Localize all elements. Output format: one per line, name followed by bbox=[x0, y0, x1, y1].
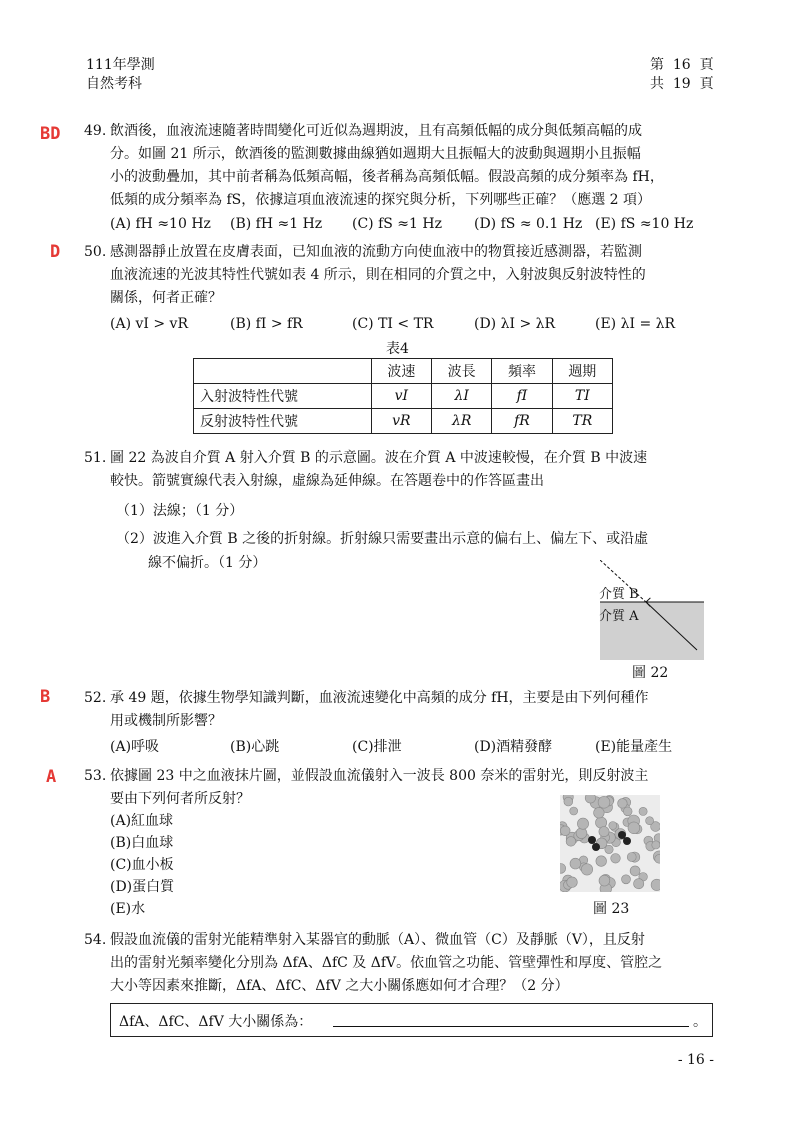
red-blood-cell bbox=[567, 877, 578, 888]
table-cell: vR bbox=[371, 409, 431, 434]
question-number-53: 53. bbox=[84, 768, 107, 784]
option-c[interactable]: (C)血小板 bbox=[110, 857, 174, 873]
medium-a-label: 介質 A bbox=[599, 609, 639, 624]
table-header-row bbox=[194, 359, 613, 384]
table-cell: λI bbox=[432, 384, 492, 409]
answer-blank-line[interactable] bbox=[333, 1026, 689, 1027]
red-blood-cell bbox=[630, 866, 640, 876]
red-blood-cell bbox=[651, 879, 660, 890]
table-4-title: 表4 bbox=[386, 341, 409, 357]
red-blood-cell bbox=[599, 827, 609, 837]
answer-box-prompt: ΔfA、ΔfC、ΔfV 大小關係為： bbox=[119, 1014, 313, 1030]
table-row-header: 入射波特性代號 bbox=[194, 384, 372, 409]
red-blood-cell bbox=[628, 822, 640, 834]
question-52-stem bbox=[110, 687, 714, 733]
q51-line: 較快。箭號實線代表入射線，虛線為延伸線。在答題卷中的作答區畫出 bbox=[110, 473, 544, 489]
answer-mark-q49: BD bbox=[40, 124, 61, 144]
q52-line: 用或機制所影響？ bbox=[110, 713, 222, 729]
q49-line: 小的波動疊加，其中前者稱為低頻高幅，後者稱為高頻低幅。假設高頻的成分頻率為 fH， bbox=[110, 169, 664, 185]
answer-mark-q50: D bbox=[50, 242, 61, 262]
q54-answer-box bbox=[110, 1003, 713, 1037]
q54-line: 大小等因素來推斷，ΔfA、ΔfC、ΔfV 之大小關係應如何才合理？（2 分） bbox=[110, 978, 569, 994]
q49-line: 低頻的成分頻率為 fS，依據這項血液流速的探究與分析，下列哪些正確？（應選 2 項） bbox=[110, 192, 652, 208]
header-total-pages: 共 19 頁 bbox=[650, 76, 714, 92]
red-blood-cell bbox=[618, 799, 628, 809]
white-blood-cell bbox=[588, 836, 596, 844]
option-a[interactable]: (A) fH ≈10 Hz bbox=[110, 216, 211, 232]
option-c[interactable]: (C)排泄 bbox=[352, 739, 402, 755]
table-cell: fI bbox=[492, 384, 552, 409]
table-row bbox=[194, 384, 613, 409]
q50-line: 關係，何者正確？ bbox=[110, 290, 222, 306]
option-b[interactable]: (B) fH ≈1 Hz bbox=[230, 216, 323, 232]
answer-mark-q53: A bbox=[46, 767, 57, 787]
option-e[interactable]: (E)能量產生 bbox=[595, 739, 673, 755]
white-blood-cell bbox=[592, 843, 600, 851]
red-blood-cell bbox=[566, 837, 576, 847]
q52-line: 承 49 題，依據生物學知識判斷，血液流速變化中高頻的成分 fH，主要是由下列何種作 bbox=[110, 690, 649, 706]
option-b[interactable]: (B) fI > fR bbox=[230, 316, 303, 332]
q49-line: 分。如圖 21 所示，飲酒後的監測數據曲線猶如週期大且振幅大的波動與週期小且振幅 bbox=[110, 146, 641, 162]
red-blood-cell bbox=[564, 797, 573, 806]
question-50-options bbox=[110, 313, 710, 335]
red-blood-cell bbox=[598, 796, 610, 808]
table-row bbox=[194, 409, 613, 434]
red-blood-cell bbox=[577, 818, 588, 829]
option-e[interactable]: (E) λI = λR bbox=[595, 316, 676, 332]
medium-b-label: 介質 B bbox=[599, 587, 639, 602]
white-blood-cell bbox=[623, 837, 631, 845]
red-blood-cell bbox=[609, 822, 617, 830]
red-blood-cell bbox=[585, 795, 595, 803]
answer-mark-q52: B bbox=[40, 687, 51, 707]
question-49-stem bbox=[110, 120, 714, 212]
q50-line: 血液流速的光波其特性代號如表 4 所示，則在相同的介質之中，入射波與反射波特性的 bbox=[110, 267, 646, 283]
table-header-cell: 週期 bbox=[552, 359, 612, 384]
red-blood-cell bbox=[634, 879, 644, 889]
red-blood-cell bbox=[599, 875, 610, 886]
answer-box-end: 。 bbox=[693, 1014, 707, 1030]
header-page: 第 16 頁 bbox=[650, 57, 714, 73]
figure-22-caption: 圖 22 bbox=[632, 665, 669, 681]
table-header-cell: 頻率 bbox=[492, 359, 552, 384]
q53-line: 依據圖 23 中之血液抹片圖，並假設血流儀射入一波長 800 奈米的雷射光，則反射波主 bbox=[110, 768, 649, 784]
q50-line: 感測器靜止放置在皮膚表面，已知血液的流動方向使血液中的物質接近感測器，若監測 bbox=[110, 244, 642, 260]
question-number-52: 52. bbox=[84, 690, 107, 706]
question-number-54: 54. bbox=[84, 932, 107, 948]
q51-item-1: （1）法線；（1 分） bbox=[116, 503, 244, 519]
red-blood-cell bbox=[560, 826, 570, 836]
table-cell: TI bbox=[552, 384, 612, 409]
red-blood-cell bbox=[652, 841, 660, 849]
question-number-50: 50. bbox=[84, 244, 107, 260]
option-a[interactable]: (A)紅血球 bbox=[110, 813, 174, 829]
q51-line: 圖 22 為波自介質 A 射入介質 B 的示意圖。波在介質 A 中波速較慢，在介質 B 中波速 bbox=[110, 450, 648, 466]
red-blood-cell bbox=[622, 875, 631, 884]
red-blood-cell bbox=[570, 858, 581, 869]
red-blood-cell bbox=[570, 807, 578, 815]
option-a[interactable]: (A)呼吸 bbox=[110, 739, 160, 755]
table-cell: λR bbox=[432, 409, 492, 434]
q49-line: 飲酒後，血液流速隨著時間變化可近似為週期波，且有高頻低幅的成分與低頻高幅的成 bbox=[110, 123, 642, 139]
red-blood-cell bbox=[627, 853, 636, 862]
figure-23-blood-smear-image bbox=[560, 795, 660, 892]
red-blood-cell bbox=[639, 807, 647, 815]
option-b[interactable]: (B)白血球 bbox=[110, 835, 174, 851]
table-cell: vI bbox=[371, 384, 431, 409]
red-blood-cell bbox=[594, 808, 605, 819]
table-row-header: 反射波特性代號 bbox=[194, 409, 372, 434]
red-blood-cell bbox=[581, 864, 592, 875]
question-50-stem bbox=[110, 241, 714, 310]
option-c[interactable]: (C) TI < TR bbox=[352, 316, 434, 332]
option-b[interactable]: (B)心跳 bbox=[230, 739, 280, 755]
question-number-49: 49. bbox=[84, 123, 107, 139]
option-d[interactable]: (D) λI > λR bbox=[474, 316, 556, 332]
red-blood-cell bbox=[611, 854, 621, 864]
question-number-51: 51. bbox=[84, 450, 107, 466]
option-d[interactable]: (D) fS ≈ 0.1 Hz bbox=[474, 216, 583, 232]
question-49-options bbox=[110, 213, 710, 235]
table-cell: fR bbox=[492, 409, 552, 434]
table-cell: TR bbox=[552, 409, 612, 434]
option-d[interactable]: (D)酒精發酵 bbox=[474, 739, 553, 755]
red-blood-cell bbox=[576, 828, 587, 839]
table-header-cell: 波長 bbox=[432, 359, 492, 384]
q54-line: 出的雷射光頻率變化分別為 ΔfA、ΔfC 及 ΔfV。依血管之功能、管壁彈性和厚度、管腔之 bbox=[110, 955, 663, 971]
q51-item-2-cont: 線不偏折。（1 分） bbox=[148, 555, 267, 571]
page-number: - 16 - bbox=[677, 1052, 714, 1068]
question-51-stem bbox=[110, 447, 714, 493]
header-exam-year: 111年學測 bbox=[86, 57, 155, 73]
table-4 bbox=[193, 358, 613, 434]
option-a[interactable]: (A) vI > vR bbox=[110, 316, 189, 332]
option-d[interactable]: (D)蛋白質 bbox=[110, 879, 175, 895]
option-e[interactable]: (E) fS ≈10 Hz bbox=[595, 216, 694, 232]
question-54-stem bbox=[110, 929, 714, 998]
option-e[interactable]: (E)水 bbox=[110, 901, 146, 917]
q51-item-2: （2）波進入介質 B 之後的折射線。折射線只需要畫出示意的偏右上、偏左下、或沿虛 bbox=[116, 531, 649, 547]
figure-23-caption: 圖 23 bbox=[593, 901, 630, 917]
table-header-cell bbox=[194, 359, 372, 384]
option-c[interactable]: (C) fS ≈1 Hz bbox=[352, 216, 442, 232]
red-blood-cell bbox=[596, 856, 607, 867]
red-blood-cell bbox=[646, 817, 654, 825]
header-subject: 自然考科 bbox=[86, 76, 142, 92]
table-header-cell: 波速 bbox=[371, 359, 431, 384]
question-53-options bbox=[110, 810, 174, 920]
q54-line: 假設血流儀的雷射光能精準射入某器官的動脈（A）、微血管（C）及靜脈（V），且反射 bbox=[110, 932, 645, 948]
question-52-options bbox=[110, 736, 710, 758]
red-blood-cell bbox=[623, 807, 632, 816]
q53-line: 要由下列何者所反射？ bbox=[110, 791, 250, 807]
